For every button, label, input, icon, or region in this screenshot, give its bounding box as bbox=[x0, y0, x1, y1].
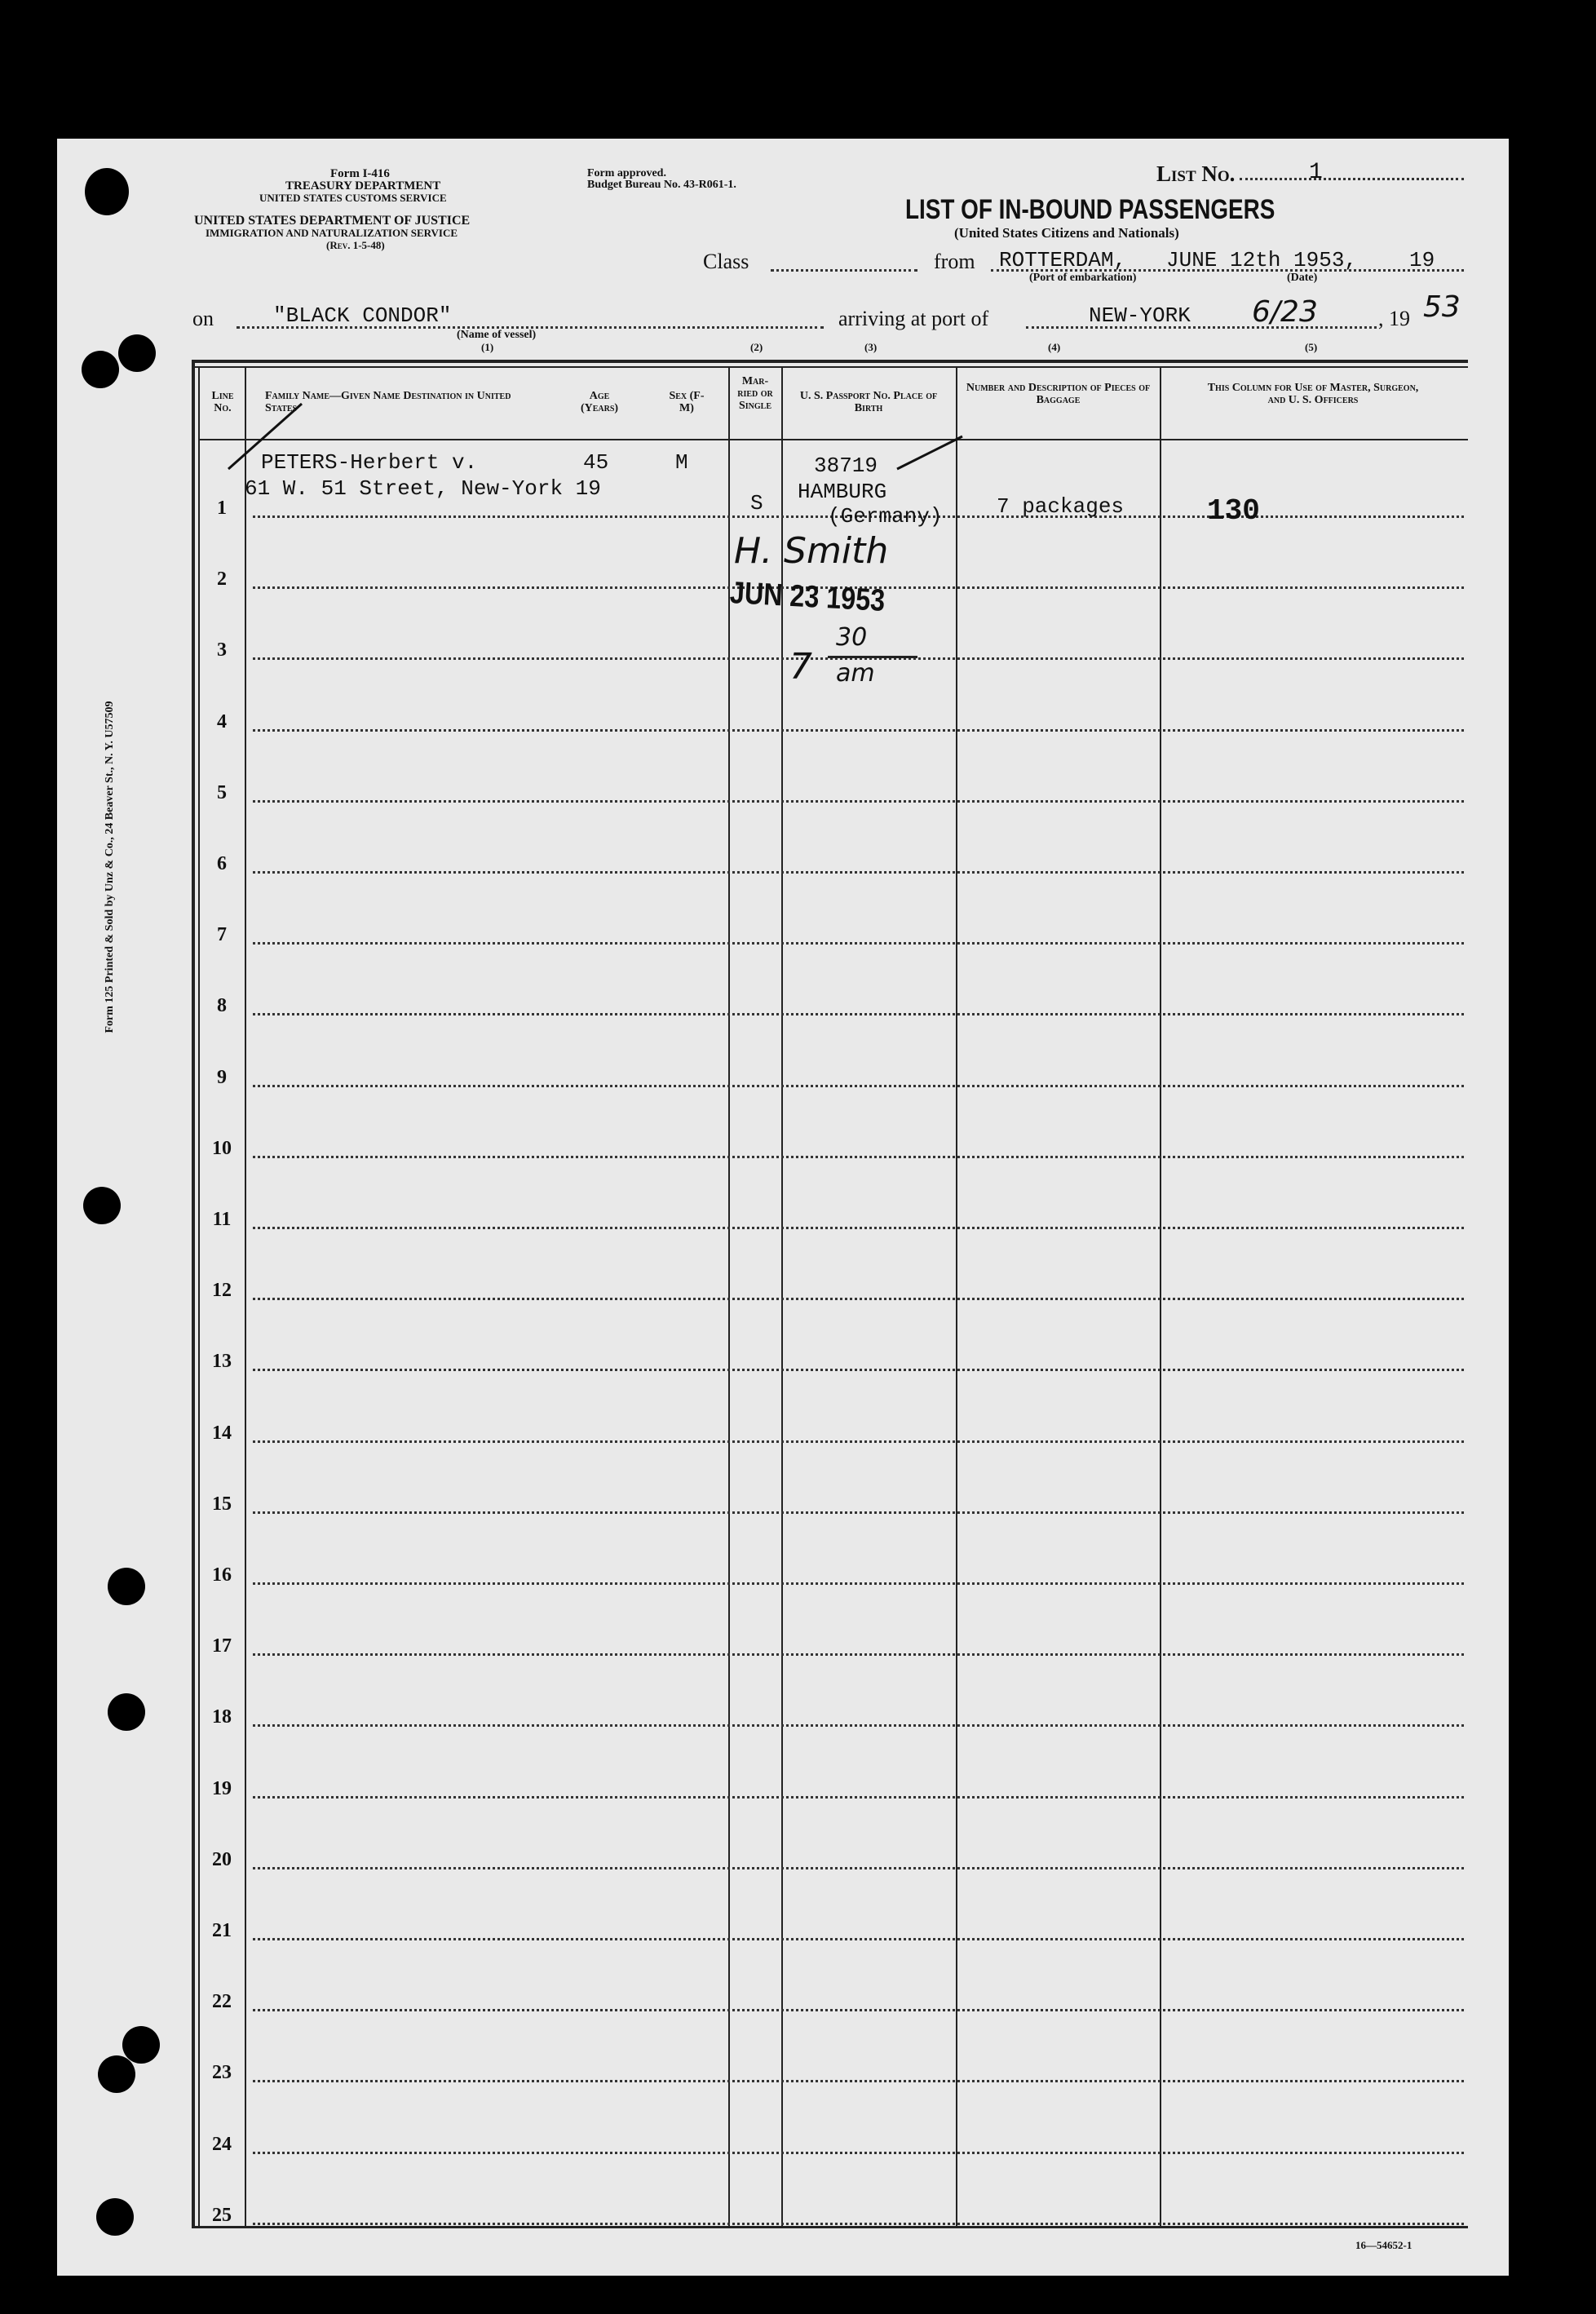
header-married: Mar-ried or Single bbox=[737, 375, 773, 412]
row-dotted-line bbox=[253, 800, 1464, 803]
passenger-name: PETERS-Herbert v. bbox=[261, 450, 478, 475]
row-dotted-line bbox=[253, 871, 1464, 874]
officer-mark: 130 bbox=[1207, 494, 1260, 528]
inspection-time-ampm: am bbox=[836, 659, 875, 688]
row-dotted-line bbox=[253, 1013, 1464, 1015]
arrival-port: NEW-YORK bbox=[1089, 303, 1191, 328]
line-number: 22 bbox=[212, 1991, 232, 2012]
port-of-embarkation: ROTTERDAM, bbox=[999, 248, 1127, 272]
header-age: Age (Years) bbox=[580, 390, 619, 414]
passport-number: 38719 bbox=[814, 454, 878, 478]
arrival-year-handwritten: 53 bbox=[1423, 290, 1461, 324]
arrival-date-handwritten: 6/23 bbox=[1252, 295, 1318, 329]
list-no-label: List No. bbox=[1156, 161, 1236, 186]
line-number: 14 bbox=[212, 1422, 232, 1444]
header-line-no: Line No. bbox=[211, 390, 234, 414]
arriving-label: arriving at port of bbox=[838, 307, 989, 330]
line-number: 6 bbox=[217, 853, 227, 874]
line-number: 11 bbox=[212, 1209, 232, 1230]
row-dotted-line bbox=[253, 729, 1464, 732]
list-no-dots bbox=[1240, 178, 1464, 180]
row-dotted-line bbox=[253, 1369, 1464, 1371]
punch-hole bbox=[82, 351, 119, 388]
row-dotted-line bbox=[253, 1796, 1464, 1799]
justice-department: UNITED STATES DEPARTMENT OF JUSTICE bbox=[194, 214, 471, 228]
line-number: 1 bbox=[217, 498, 227, 519]
revision: (Rev. 1-5-48) bbox=[326, 239, 385, 251]
row-dotted-line bbox=[253, 1298, 1464, 1300]
row-dotted-line bbox=[253, 1724, 1464, 1727]
line-number: 15 bbox=[212, 1493, 232, 1515]
printer-imprint: Form 125 Printed & Sold by Unz & Co., 24 Beaver St., N. Y. U57509 bbox=[104, 701, 116, 1033]
class-dots bbox=[771, 269, 917, 272]
passenger-sex: M bbox=[675, 450, 688, 475]
row-dotted-line bbox=[253, 1582, 1464, 1585]
line-number: 23 bbox=[212, 2062, 232, 2083]
line-number: 2 bbox=[217, 569, 227, 590]
class-label: Class bbox=[703, 250, 749, 273]
line-number: 4 bbox=[217, 711, 227, 732]
punch-hole bbox=[85, 168, 129, 215]
line-number: 7 bbox=[217, 924, 227, 945]
line-number: 17 bbox=[212, 1635, 232, 1657]
footer-code: 16—54652-1 bbox=[1355, 2239, 1413, 2251]
table-left-rule bbox=[192, 360, 195, 2228]
page-title: LIST OF IN-BOUND PASSENGERS bbox=[905, 194, 1275, 225]
line-number: 10 bbox=[212, 1138, 232, 1159]
punch-hole bbox=[83, 1187, 121, 1224]
punch-hole bbox=[122, 2026, 160, 2064]
row-dotted-line bbox=[253, 1938, 1464, 1940]
row-dotted-line bbox=[253, 1653, 1464, 1656]
line-number: 19 bbox=[212, 1778, 232, 1799]
col-num-4: (4) bbox=[1048, 341, 1061, 353]
line-number: 5 bbox=[217, 782, 227, 803]
line-number: 25 bbox=[212, 2205, 232, 2226]
row-dotted-line bbox=[253, 2080, 1464, 2082]
line-number: 21 bbox=[212, 1920, 232, 1941]
table-top-rule-2 bbox=[192, 366, 1468, 368]
vessel-name: "BLACK CONDOR" bbox=[273, 303, 452, 328]
table-top-rule bbox=[192, 360, 1468, 363]
arrival-year-prefix: , 19 bbox=[1378, 307, 1410, 330]
col-num-5: (5) bbox=[1305, 341, 1318, 353]
row-dotted-line bbox=[253, 1511, 1464, 1514]
punch-hole bbox=[96, 2198, 134, 2236]
inspection-date-stamp: JUN 23 1953 bbox=[728, 576, 886, 618]
row-dotted-line bbox=[253, 1085, 1464, 1087]
row-dotted-line bbox=[253, 2152, 1464, 2154]
line-number: 12 bbox=[212, 1280, 232, 1301]
form-number: Form I-416 bbox=[330, 167, 390, 180]
list-no-value: 1 bbox=[1309, 160, 1323, 185]
row-dotted-line bbox=[253, 1227, 1464, 1229]
punch-hole bbox=[98, 2055, 135, 2093]
line-number: 9 bbox=[217, 1067, 227, 1088]
date-caption: (Date) bbox=[1287, 272, 1318, 284]
passenger-age: 45 bbox=[583, 450, 609, 475]
page-subtitle: (United States Citizens and Nationals) bbox=[954, 225, 1179, 241]
passenger-status: S bbox=[750, 491, 763, 515]
row-dotted-line bbox=[253, 2223, 1464, 2225]
header-baggage: Number and Description of Pieces of Baggage bbox=[966, 382, 1151, 406]
row-dotted-line bbox=[253, 1867, 1464, 1869]
punch-hole bbox=[118, 334, 156, 372]
header-passport: U. S. Passport No. Place of Birth bbox=[799, 390, 938, 414]
sailing-year-prefix: 19 bbox=[1409, 248, 1435, 272]
row-dotted-line bbox=[253, 1156, 1464, 1158]
col-num-2: (2) bbox=[750, 341, 763, 353]
inspection-time-hour: 7 bbox=[789, 646, 812, 688]
col-divider-married bbox=[728, 366, 730, 2228]
inspection-time-minutes: 30 bbox=[836, 623, 868, 652]
col-divider-officers bbox=[1160, 366, 1161, 2228]
inspector-signature: H. Smith bbox=[734, 530, 889, 572]
line-number: 24 bbox=[212, 2134, 232, 2155]
from-label: from bbox=[934, 250, 975, 273]
line-number: 3 bbox=[217, 639, 227, 661]
col-divider-baggage bbox=[956, 366, 957, 2228]
line-number: 16 bbox=[212, 1564, 232, 1586]
birth-city: HAMBURG bbox=[798, 480, 887, 504]
customs-service: UNITED STATES CUSTOMS SERVICE bbox=[259, 192, 447, 204]
line-number: 18 bbox=[212, 1706, 232, 1728]
line-number: 8 bbox=[217, 995, 227, 1016]
header-officers: This Column for Use of Master, Surgeon, and U. S. Officers bbox=[1207, 382, 1419, 406]
header-sex: Sex (F-M) bbox=[669, 390, 705, 414]
header-bottom-rule bbox=[198, 439, 1468, 440]
row-dotted-line bbox=[253, 942, 1464, 945]
col-num-1: (1) bbox=[481, 341, 494, 353]
budget-bureau: Budget Bureau No. 43-R061-1. bbox=[587, 179, 736, 191]
line-number: 20 bbox=[212, 1849, 232, 1870]
row-dotted-line bbox=[253, 2009, 1464, 2011]
birth-country: (Germany) bbox=[828, 504, 943, 529]
passenger-address: 61 W. 51 Street, New-York 19 bbox=[245, 476, 601, 501]
table-bottom-rule bbox=[192, 2226, 1468, 2228]
sailing-date: JUNE 12th 1953, bbox=[1166, 248, 1358, 272]
header-name: Family Name—Given Name Destination in United States bbox=[265, 390, 511, 414]
ins-service: IMMIGRATION AND NATURALIZATION SERVICE bbox=[206, 227, 458, 239]
check-mark-passport bbox=[893, 432, 966, 473]
line-number: 13 bbox=[212, 1351, 232, 1372]
check-mark-line1 bbox=[220, 400, 310, 473]
punch-hole bbox=[108, 1568, 145, 1605]
port-caption: (Port of embarkation) bbox=[1029, 272, 1137, 284]
form-approved: Form approved. bbox=[587, 167, 666, 179]
baggage-description: 7 packages bbox=[997, 494, 1125, 519]
col-divider-passport bbox=[781, 366, 783, 2228]
row-dotted-line bbox=[253, 1440, 1464, 1443]
col-num-3: (3) bbox=[864, 341, 878, 353]
treasury-department: TREASURY DEPARTMENT bbox=[285, 179, 441, 192]
punch-hole bbox=[108, 1693, 145, 1731]
time-fraction-bar bbox=[828, 656, 917, 658]
arrival-dots bbox=[1026, 326, 1377, 329]
on-label: on bbox=[192, 307, 214, 330]
vessel-caption: (Name of vessel) bbox=[457, 329, 537, 341]
